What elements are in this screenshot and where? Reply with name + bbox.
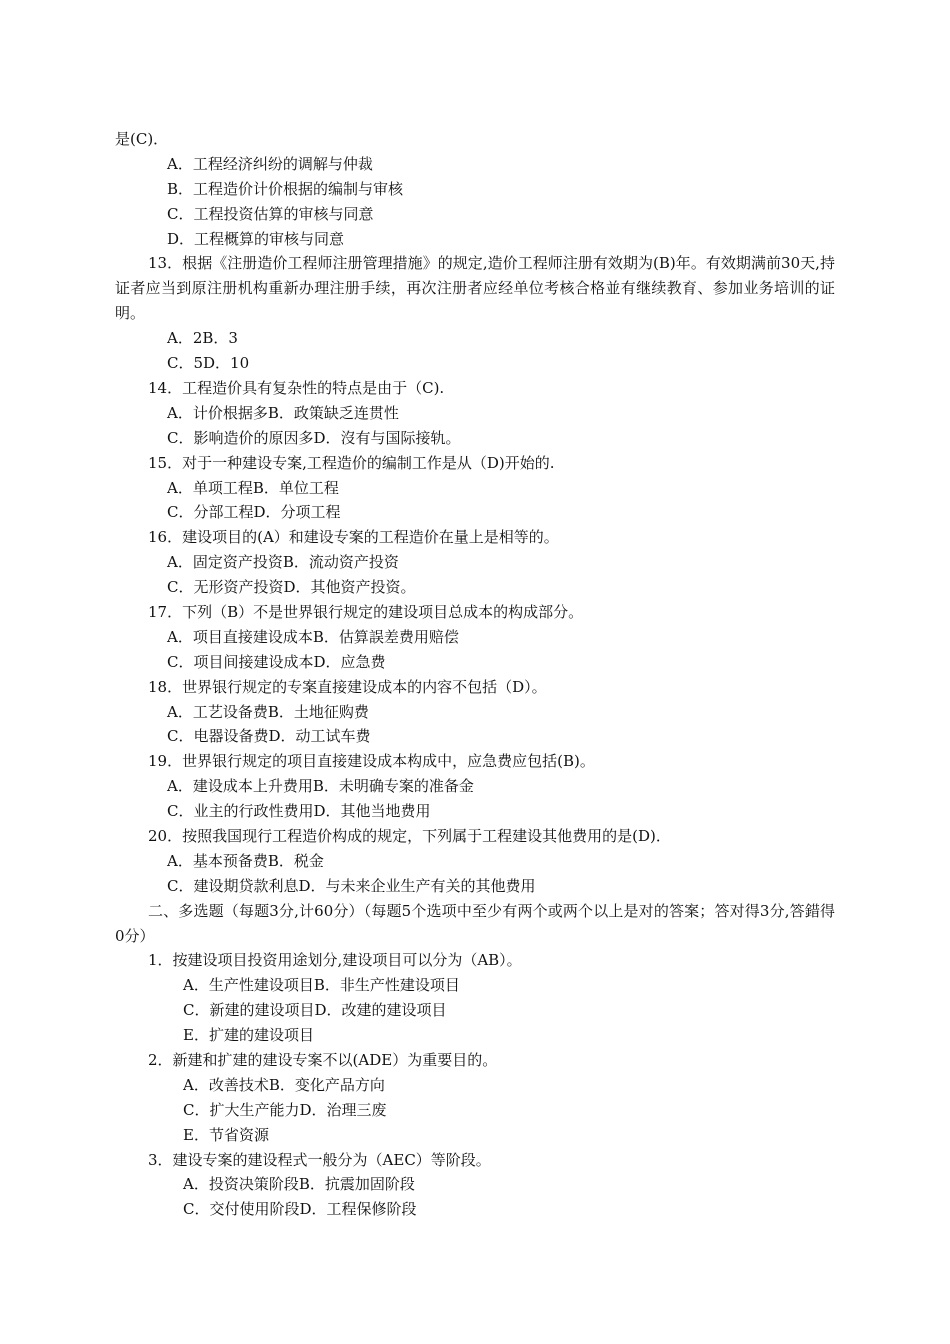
text-line: C．电器设备费D．动工试车费 (167, 727, 371, 746)
text-line: A．2B．3 (167, 329, 238, 348)
text-line: A．改善技术B．变化产品方向 (183, 1075, 385, 1094)
text-line: 16．建设项目的(A）和建设专案的工程造价在量上是相等的。 (148, 528, 559, 547)
text-line: 19．世界银行规定的项目直接建设成本构成中，应急费应包括(B)。 (148, 752, 595, 771)
text-line: 13．根据《注册造价工程师注册管理措施》的规定,造价工程师注册有效期为(B)年。有效期满前30天,持证者应当到原注册机构重新办理注册手续，再次注册者应经单位考核合格並有继续教育、参加业务培训的证明。 (115, 254, 835, 323)
text-line: E．节省资源 (183, 1125, 269, 1144)
text-line: 18．世界银行规定的专案直接建设成本的内容不包括（D）。 (148, 677, 547, 696)
text-line: 3．建设专案的建设程式一般分为（AEC）等阶段。 (148, 1150, 491, 1169)
text-line: 2．新建和扩建的建设专案不以(ADE）为重要目的。 (148, 1051, 498, 1070)
text-line: A．工程经济纠纷的调解与仲裁 (167, 154, 373, 173)
text-line: C．影响造价的原因多D．沒有与国际接轨。 (167, 428, 461, 447)
document-body (115, 127, 835, 1222)
text-line: A．单项工程B．单位工程 (167, 478, 339, 497)
text-line: 14．工程造价具有复杂性的特点是由于（C). (148, 378, 445, 397)
text-line: C．业主的行政性费用D．其他当地费用 (167, 802, 431, 821)
text-line: C．项目间接建设成本D．应急费 (167, 652, 386, 671)
text-line: A．固定资产投资B．流动资产投资 (167, 553, 399, 572)
text-line: A．基本预备费B．税金 (167, 851, 324, 870)
text-line: A．计价根据多B．政策缺乏连贯性 (167, 403, 399, 422)
text-line: E．扩建的建设项目 (183, 1026, 314, 1045)
text-line: A．建设成本上升费用B．未明确专案的准备金 (167, 777, 474, 796)
text-line: A．工艺设备费B．土地征购费 (167, 702, 369, 721)
text-line: A．投资决策阶段B．抗震加固阶段 (183, 1175, 415, 1194)
text-line: 是(C)． (115, 130, 169, 148)
text-line: C．工程投资估算的审核与同意 (167, 204, 374, 223)
text-line: 1．按建设项目投资用途划分,建设项目可以分为（AB）。 (148, 951, 522, 970)
text-line: C．5D．10 (167, 354, 250, 373)
text-line: A．项目直接建设成本B．估算誤差费用赔偿 (167, 627, 459, 646)
text-line: D．工程概算的审核与同意 (167, 229, 345, 248)
text-line: C．扩大生产能力D．治理三废 (183, 1100, 387, 1119)
text-line: C．建设期贷款利息D．与未来企业生产有关的其他费用 (167, 876, 536, 895)
text-line: 17．下列（B）不是世界银行规定的建设项目总成本的构成部分。 (148, 602, 584, 621)
text-line: 15．对于一种建设专案,工程造价的编制工作是从（D)开始的. (148, 453, 555, 472)
text-line: B．工程造价计价根据的编制与审核 (167, 179, 404, 198)
text-line: C．新建的建设项目D．改建的建设项目 (183, 1001, 447, 1020)
text-line: C．分部工程D．分项工程 (167, 503, 341, 522)
text-line: 二、多选题（每题3分,计60分）（每题5个选项中至少有两个或两个以上是对的答案；答对得3分,答錯得0分） (115, 901, 835, 945)
text-line: C．交付使用阶段D．工程保修阶段 (183, 1200, 417, 1219)
text-line: A．生产性建设项目B．非生产性建设项目 (183, 976, 460, 995)
text-line: C．无形资产投资D．其他资产投资。 (167, 578, 416, 597)
text-line: 20．按照我国现行工程造价构成的规定，下列属于工程建设其他费用的是(D)． (148, 826, 671, 845)
